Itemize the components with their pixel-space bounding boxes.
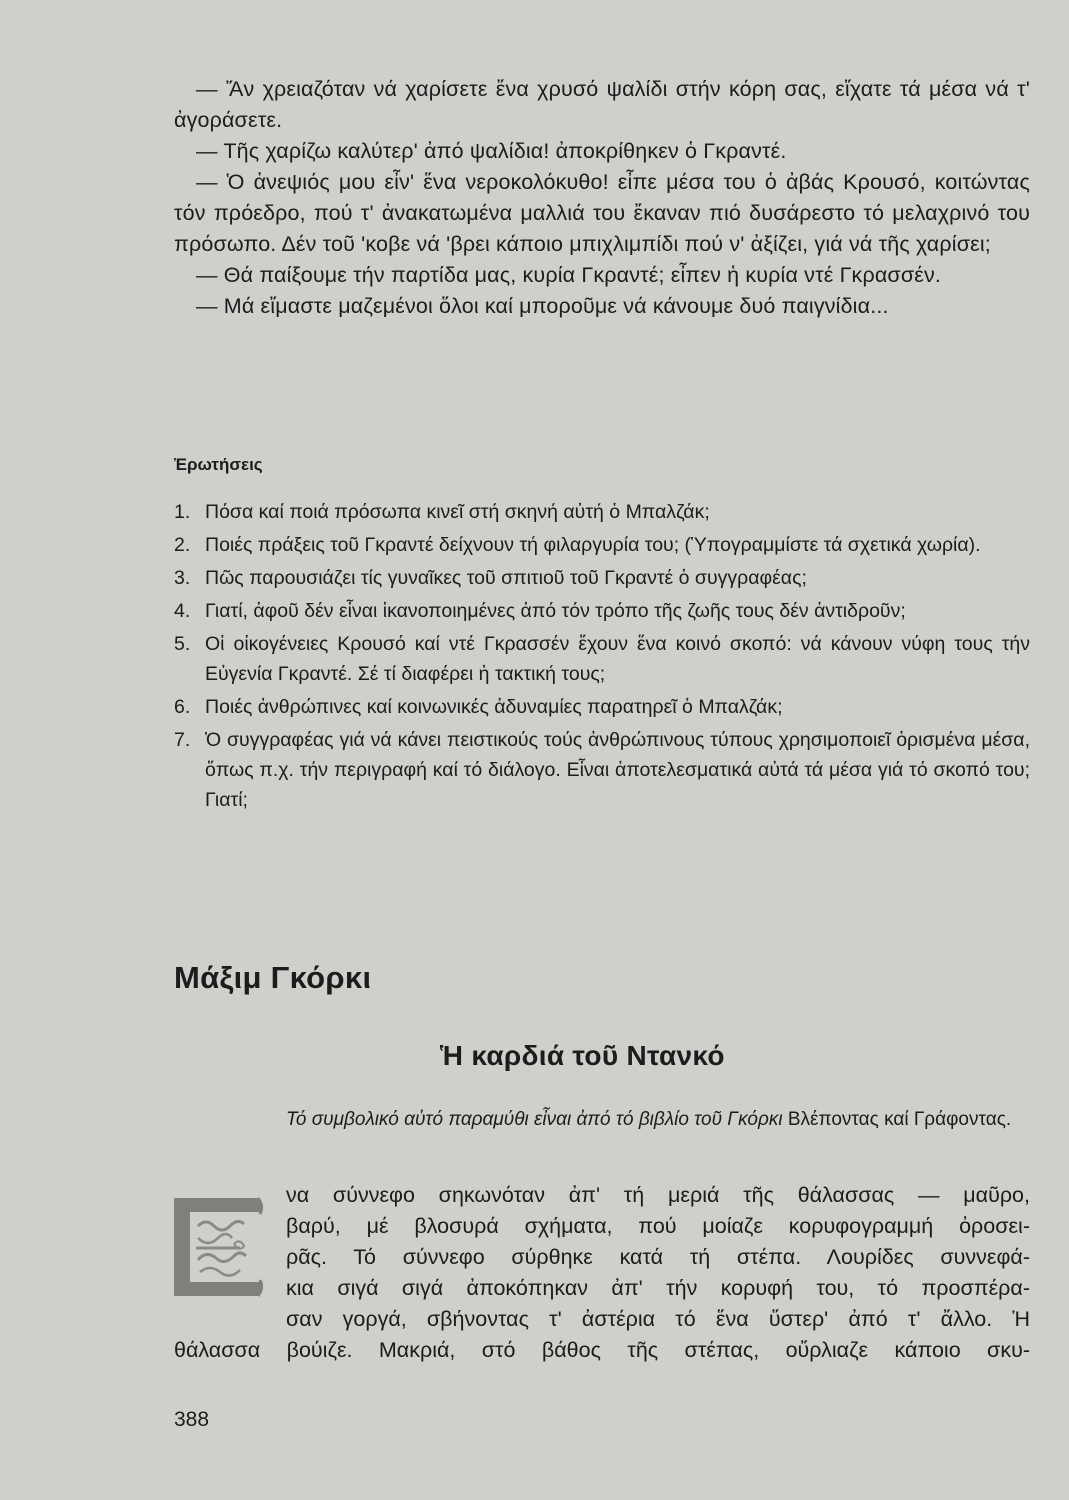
question-number: 1. [174, 501, 191, 523]
question-text: Ὁ συγγραφέας γιά νά κάνει πειστικούς τούς ἀνθρώπινους τύπους χρησιμοποιεῖ ὁρισμένα μέσα, ὅπως π.χ. τήν περιγραφή καί τό διάλογο. Εἶναι ἀποτελεσματικά αὐτά τά μέσα γιά τό σκοπό του; Γιατί; [205, 729, 1030, 811]
question-item [174, 530, 1030, 560]
question-item [174, 497, 1030, 527]
story-body [174, 1180, 1030, 1366]
story-line: να σύννεφο σηκωνόταν ἀπ' τή μεριά τῆς θάλασσας — μαῦρο, [286, 1183, 1030, 1207]
questions-list [174, 497, 1030, 818]
story-line: ρᾶς. Τό σύννεφο σύρθηκε κατά τή στέπα. Λουρίδες συννεφά- [286, 1245, 1030, 1269]
dialogue-line-3: — Ὁ ἀνεψιός μου εἶν' ἕνα νεροκολόκυθο! εἶπε μέσα του ὁ ἀβάς Κρουσό, κοιτώντας τόν πρόεδρο, πού τ' ἀνακατωμένα μαλλιά του ἔκαναν πιό δυσάρεστο τό μελαχρινό του πρόσωπο. Δέν τοῦ 'κοβε νά 'βρει κάποιο μπιχλιμπίδι πού ν' ἀξίζει, γιά νά τῆς χαρίσει; [174, 170, 1030, 256]
dialogue-line-2: — Τῆς χαρίζω καλύτερ' ἀπό ψαλίδια! ἀποκρίθηκεν ὁ Γκραντέ. [196, 139, 787, 163]
question-text: Γιατί, ἀφοῦ δέν εἶναι ἱκανοποιημένες ἀπό τόν τρόπο τῆς ζωῆς τους δέν ἀντιδροῦν; [205, 600, 906, 622]
author-name: Μάξιμ Γκόρκι [174, 960, 372, 995]
question-number: 4. [174, 600, 191, 622]
story-line: βαρύ, μέ βλοσυρά σχήματα, πού μοίαζε κορυφογραμμή ὀροσει- [286, 1214, 1030, 1238]
question-item [174, 563, 1030, 593]
question-text: Πόσα καί ποιά πρόσωπα κινεῖ στή σκηνή αὐτή ὁ Μπαλζάκ; [205, 501, 710, 523]
question-item [174, 629, 1030, 689]
question-item [174, 596, 1030, 626]
story-line: σαν γοργά, σβήνοντας τ' ἀστέρια τό ἕνα ὕστερ' ἀπό τ' ἄλλο. Ἡ [286, 1307, 1030, 1331]
dialogue-line-1: — Ἄν χρειαζόταν νά χαρίσετε ἕνα χρυσό ψαλίδι στήν κόρη σας, εἴχατε τά μέσα νά τ' ἀγοράσετε. [174, 77, 1030, 132]
story-line: κια σιγά σιγά ἀποκόπηκαν ἀπ' τήν κορυφή του, τό προσπέρα- [286, 1276, 1030, 1300]
question-number: 3. [174, 567, 191, 589]
question-number: 7. [174, 729, 191, 751]
question-number: 5. [174, 633, 191, 655]
story-line: θάλασσα βούιζε. Μακριά, στό βάθος τῆς στέπας, οὔρλιαζε κάποιο σκυ- [174, 1338, 1030, 1362]
dialogue-line-4: — Θά παίξουμε τήν παρτίδα μας, κυρία Γκραντέ; εἶπεν ἡ κυρία ντέ Γκρασσέν. [196, 263, 942, 287]
question-text: Ποιές ἀνθρώπινες καί κοινωνικές ἀδυναμίες παρατηρεῖ ὁ Μπαλζάκ; [205, 696, 783, 718]
question-number: 6. [174, 696, 191, 718]
question-text: Ποιές πράξεις τοῦ Γκραντέ δείχνουν τή φιλαργυρία του; (Ὑπογραμμίστε τά σχετικά χωρία). [205, 534, 981, 556]
question-item [174, 725, 1030, 815]
intro-book-title: Βλέποντας καί Γράφοντας. [787, 1109, 1012, 1130]
intro-italic-text: Τό συμβολικό αὐτό παραμύθι εἶναι ἀπό τό βιβλίο τοῦ Γκόρκι [286, 1109, 783, 1130]
question-text: Οἱ οἰκογένειες Κρουσό καί ντέ Γκρασσέν ἔχουν ἕνα κοινό σκοπό: νά κάνουν νύφη τους τήν Εὐγενία Γκραντέ. Σέ τί διαφέρει ἡ τακτική τους; [205, 633, 1030, 685]
dialogue-line-5: — Μά εἴμαστε μαζεμένοι ὅλοι καί μποροῦμε νά κάνουμε δυό παιγνίδια... [196, 294, 889, 318]
story-title: Ἡ καρδιά τοῦ Ντανκό [440, 1040, 725, 1071]
question-text: Πῶς παρουσιάζει τίς γυναῖκες τοῦ σπιτιοῦ τοῦ Γκραντέ ὁ συγγραφέας; [205, 567, 807, 589]
questions-heading: Ἐρωτήσεις [174, 455, 263, 474]
question-item [174, 692, 1030, 722]
story-intro [236, 1105, 1030, 1135]
dialogue-section [174, 74, 1030, 322]
page-number: 388 [174, 1408, 210, 1431]
question-number: 2. [174, 534, 191, 556]
